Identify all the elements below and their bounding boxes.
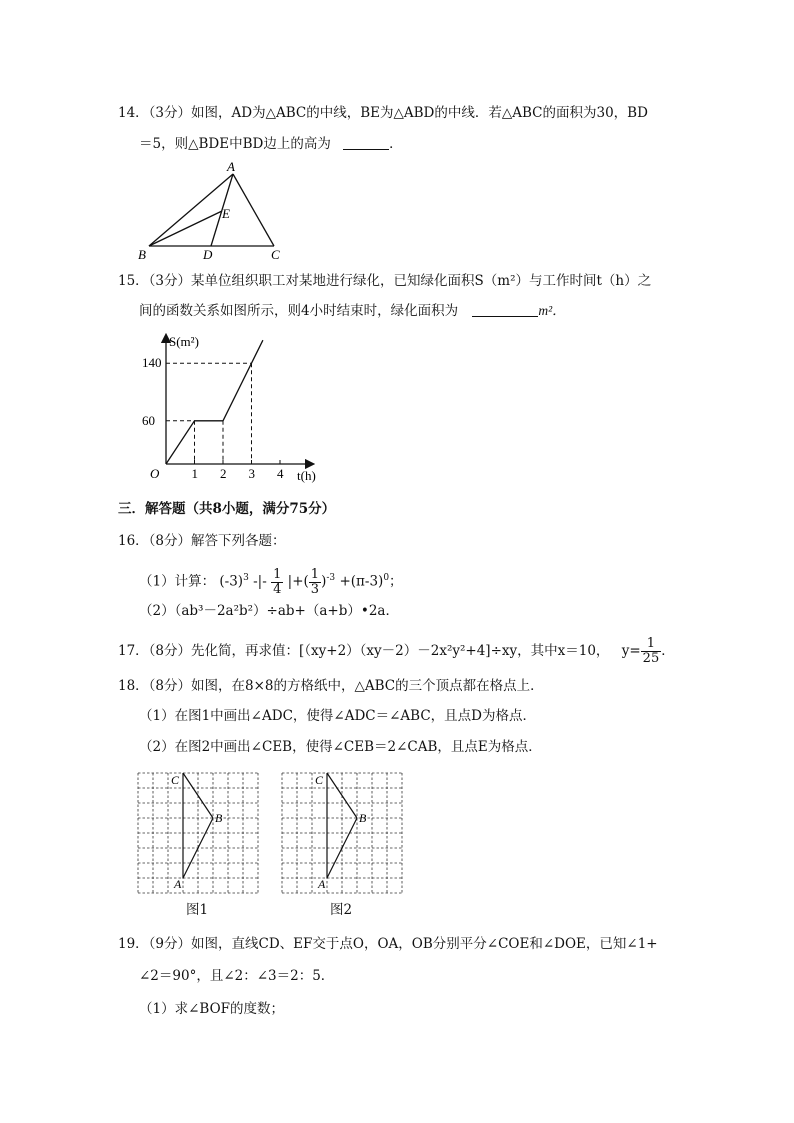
q17-line1 [118,636,675,666]
q18-grid-figure-1 [137,772,259,894]
q19-part1: （1）求∠BOF的度数； [139,1001,285,1017]
q15-line2-text: 间的函数关系如图所示，则4小时结束时，绿化面积为 [139,303,459,319]
q19-line1: 19．（9分）如图，直线CD、EF交于点O，OA，OB分别平分∠COE和∠DOE，已知∠1+ [118,936,658,952]
q14-answer-blank[interactable] [343,135,389,150]
q17-text: 17．（8分）先化简，再求值：[（xy+2）（xy－2）－2x²y²+4]÷xy，其中x＝10， [118,643,610,659]
label-C: C [271,247,280,262]
q15-function-chart [135,330,335,485]
y-axis-label: S(m²) [169,334,199,349]
label-B: B [215,811,223,825]
q18-part1: （1）在图1中画出∠ADC，使得∠ADC＝∠ABC，且点D为格点． [139,708,536,724]
q16-part1-label: （1）计算： [139,573,216,590]
q14-line2-text: ＝5，则△BDE中BD边上的高为 [139,136,331,152]
q18-fig2-caption: 图2 [330,902,353,918]
q15-line1: 15．（3分）某单位组织职工对某地进行绿化，已知绿化面积S（m²）与工作时间t（h）之 [118,273,652,289]
y-tick-label: 140 [142,355,162,371]
x-tick-label: 4 [277,466,284,481]
q14-line2 [139,134,403,154]
label-A: A [227,159,235,174]
section3-title: 三．解答题（共8小题，满分75分） [118,501,336,517]
x-axis-label: t(h) [297,468,316,483]
label-B: B [359,811,367,825]
y-tick-label: 60 [142,412,155,428]
q18-part2: （2）在图2中画出∠CEB，使得∠CEB＝2∠CAB，且点E为格点． [139,739,542,755]
q17-y-prefix: y= [621,643,641,659]
q16-p1-d-exp: -3 [326,573,336,583]
q16-p1-e-exp: 0 [383,573,390,583]
q14-end: ． [389,136,403,152]
q19-line2: ∠2＝90°，且∠2：∠3＝2：5． [139,968,335,984]
q18-line1: 18．（8分）如图，在8×8的方格纸中，△ABC的三个顶点都在格点上． [118,678,544,694]
q14-line1: 14．（3分）如图，AD为△ABC的中线，BE为△ABD的中线．若△ABC的面积为30，BD [118,105,648,121]
q18-fig1-caption: 图1 [186,902,209,918]
label-E: E [222,206,230,221]
q16-p1-end: ； [389,573,403,590]
x-tick-label: 1 [191,466,198,481]
q16-line1: 16．（8分）解答下列各题： [118,533,286,549]
q16-p1-b: -|- [253,573,267,590]
label-C: C [315,773,324,787]
origin-label: O [150,466,160,481]
q16-p1-e: +(π-3) [339,573,384,590]
label-A: A [174,877,182,891]
series-line [166,340,263,464]
q15-answer-blank[interactable] [472,302,538,317]
q16-p1-a: (-3) [219,573,244,590]
q16-p1-a-exp: 3 [243,573,249,583]
label-A: A [318,877,326,891]
q16-fraction-1-4: $\frac{1}{4}$ [273,566,282,597]
x-tick-label: 2 [220,466,227,481]
q16-fraction-1-3: $\frac{1}{3}$ [310,566,320,597]
q16-part1 [139,563,403,597]
label-D: D [203,247,213,262]
segment-AC [233,174,274,246]
q15-unit: m²． [538,303,566,318]
q16-part2: （2）（ab³－2a²b²）÷ab+（a+b）•2a． [139,603,399,619]
q16-p1-c: |+( [287,573,309,590]
q18-grid-figure-2 [281,772,403,894]
q17-end: ． [661,643,675,659]
x-tick-label: 3 [248,466,255,481]
label-B: B [138,247,146,262]
segment-BE [149,211,222,246]
label-C: C [171,773,180,787]
q15-line2 [139,301,566,321]
q14-triangle-figure [135,158,295,263]
q16-p1-d: ) [321,573,327,590]
segment-AB [149,174,233,246]
q17-fraction-1-25: $\frac{1}{25}$ [642,636,660,666]
